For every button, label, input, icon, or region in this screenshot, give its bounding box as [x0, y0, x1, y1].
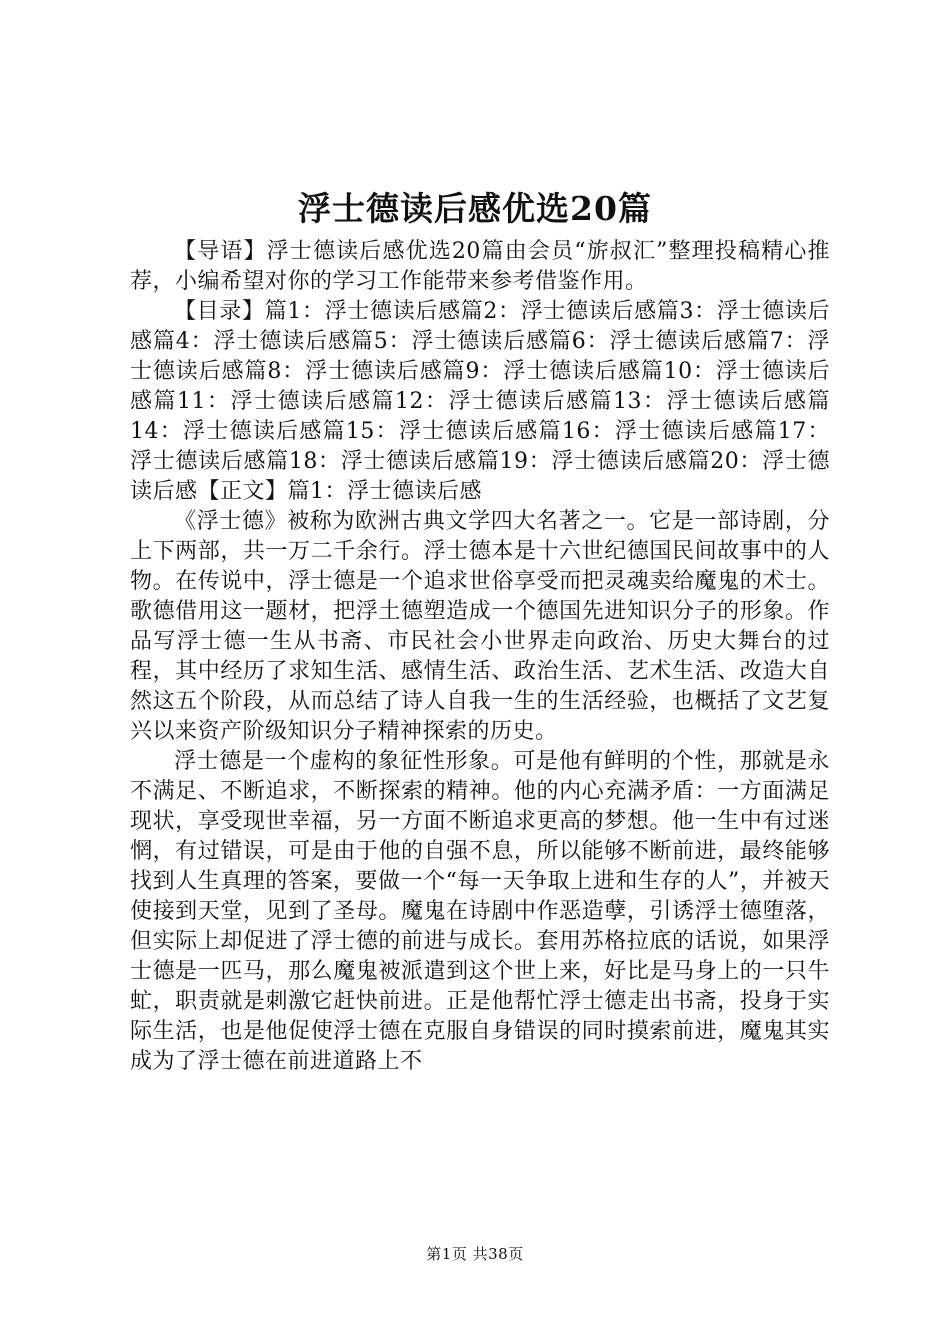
page-footer: 第1页 共38页 — [426, 1245, 524, 1263]
body-paragraph: 浮士德是一个虚构的象征性形象。可是他有鲜明的个性，那就是永不满足、不断追求，不断探索的精神。他的内心充满矛盾：一方面满足现状，享受现世幸福，另一方面不断追求更高的梦想。他一生中有过迷惘，有过错误，可是由于他的自强不息，所以能够不断前进，最终能够找到人生真理的答案，要做一个“每一天争取上进和生存的人”，并被天使接到天堂，见到了圣母。魔鬼在诗剧中作恶造孽，引诱浮士德堕落，但实际上却促进了浮士德的前进与成长。套用苏格拉底的话说，如果浮士德是一匹马，那么魔鬼被派遣到这个世上来，好比是马身上的一只牛虻，职责就是刺激它赶快前进。正是他帮忙浮士德走出书斋，投身于实际生活，也是他促使浮士德在克服自身错误的同时摸索前进，魔鬼其实成为了浮士德在前进道路上不 — [130, 749, 830, 1074]
intro-paragraph: 【导语】浮士德读后感优选20篇由会员“旂叔汇”整理投稿精心推荐，小编希望对你的学习工作能带来参考借鉴作用。 — [130, 239, 830, 294]
document-title: 浮士德读后感优选20篇 — [298, 189, 652, 228]
table-of-contents-paragraph: 【目录】篇1：浮士德读后感篇2：浮士德读后感篇3：浮士德读后感篇4：浮士德读后感篇5：浮士德读后感篇6：浮士德读后感篇7：浮士德读后感篇8：浮士德读后感篇9：浮士德读后感篇10：浮士德读后感篇11：浮士德读后感篇12：浮士德读后感篇13：浮士德读后感篇14：浮士德读后感篇15：浮士德读后感篇16：浮士德读后感篇17：浮士德读后感篇18：浮士德读后感篇19：浮士德读后感篇20：浮士德读后感【正文】篇1：浮士德读后感 — [130, 299, 830, 504]
document-body — [130, 237, 830, 1077]
body-paragraph: 《浮士德》被称为欧洲古典文学四大名著之一。它是一部诗剧，分上下两部，共一万二千余行。浮士德本是十六世纪德国民间故事中的人物。在传说中，浮士德是一个追求世俗享受而把灵魂卖给魔鬼的术士。歌德借用这一题材，把浮土德塑造成一个德国先进知识分子的形象。作品写浮士德一生从书斋、市民社会小世界走向政治、历史大舞台的过程，其中经历了求知生活、感情生活、政治生活、艺术生活、改造大自然这五个阶段，从而总结了诗人自我一生的生活经验，也概括了文艺复兴以来资产阶级知识分子精神探索的历史。 — [130, 509, 830, 744]
